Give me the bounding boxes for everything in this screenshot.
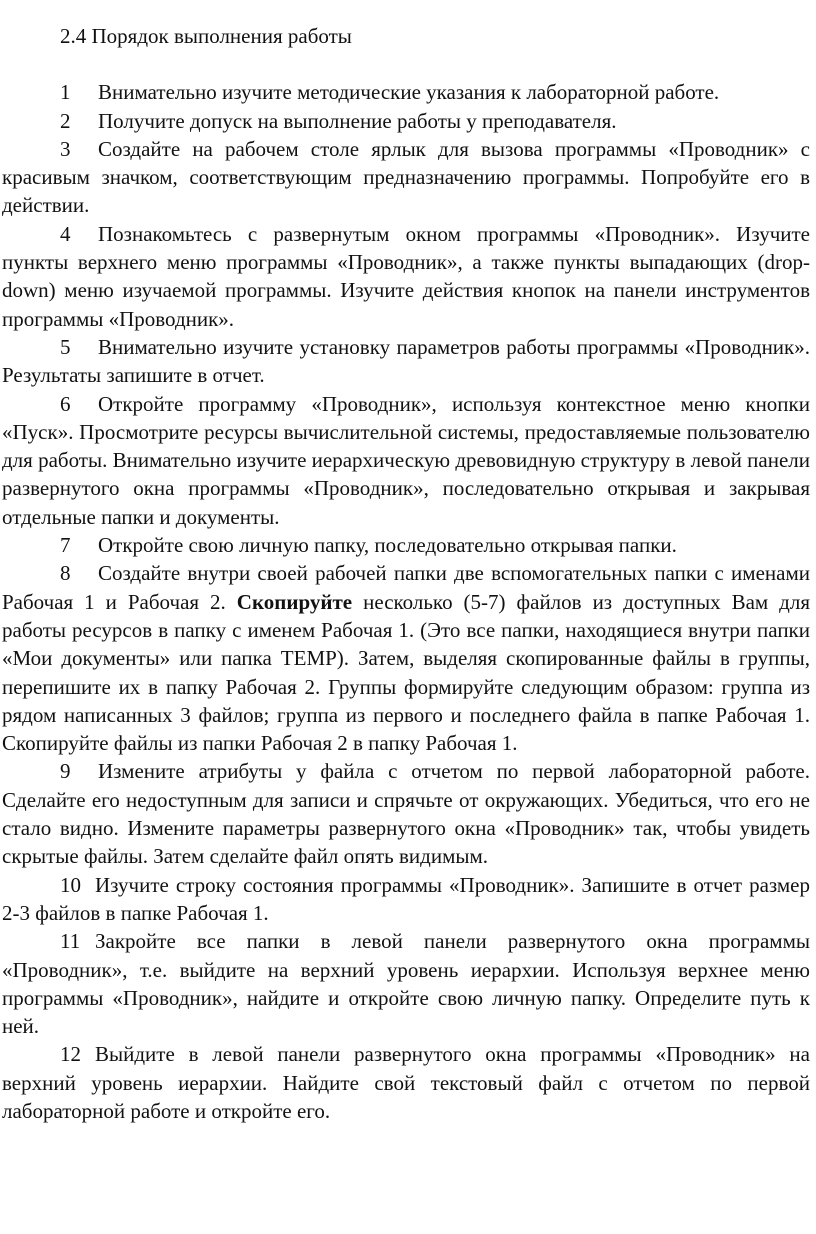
- list-item: [2, 559, 810, 757]
- item-number: 9: [60, 759, 71, 784]
- list-item: [2, 78, 810, 106]
- item-text: Закройте все папки в левой панели развернутого окна программы «Проводник», т.е. выйдите на верхний уровень иерархии. Используя верхнее меню программы «Проводник», найдите и откройте свою личную папку. Определите путь к ней.: [2, 929, 810, 1039]
- item-text: Внимательно изучите установку параметров работы программы «Проводник». Результаты запишите в отчет.: [2, 334, 810, 388]
- item-text: Изучите строку состояния программы «Проводник». Запишите в отчет размер 2-3 файлов в папке Рабочая 1.: [2, 872, 810, 925]
- item-text: Измените атрибуты у файла с отчетом по первой лабораторной работе. Сделайте его недоступным для записи и спрячьте от окружающих. Убедиться, что его не стало видно. Измените параметры развернутого окна «Проводник» так, чтобы увидеть скрытые файлы. Затем сделайте файл опять видимым.: [2, 759, 810, 869]
- item-number: 5: [60, 334, 71, 359]
- list-item: [2, 757, 810, 870]
- list-item: [2, 333, 810, 390]
- list-item: [2, 531, 810, 559]
- item-number: 7: [60, 533, 71, 558]
- item-number: 8: [60, 561, 71, 586]
- list-item: [2, 135, 810, 220]
- item-text: Внимательно изучите методические указания к лабораторной работе.: [98, 80, 720, 105]
- item-number: 12: [60, 1042, 81, 1067]
- item-number: 1: [60, 80, 71, 105]
- list-item: [2, 927, 810, 1040]
- item-text: Откройте программу «Проводник», используя контекстное меню кнопки «Пуск». Просмотрите ресурсы вычислительной системы, предоставляемые пользователю для работы. Внимательно изучите иерархическую древовидную структуру в левой панели развернутого окна программы «Проводник», последовательно открывая и закрывая отдельные папки и документы.: [2, 391, 810, 529]
- list-item: [2, 220, 810, 333]
- item-text: Откройте свою личную папку, последовательно открывая папки.: [98, 533, 677, 558]
- item-text: Создайте внутри своей рабочей папки две вспомогательных папки с именами Рабочая 1 и Рабочая 2.: [2, 561, 810, 614]
- list-item: [2, 390, 810, 531]
- item-number: 3: [60, 136, 71, 161]
- item-text: несколько (5-7) файлов из доступных Вам для работы ресурсов в папку с именем Рабочая 1. (Это все папки, находящиеся внутри папки «Мои документы» или папка ТЕМР). Затем, выделяя скопированные файлы в группы, перепишите их в папку Рабочая 2. Группы формируйте следующим образом: группа из рядом написанных 3 файлов; группа из первого и последнего файла в папке Рабочая 1. Скопируйте файлы из папки Рабочая 2 в папку Рабочая 1.: [2, 589, 811, 756]
- item-text-bold: Скопируйте: [236, 589, 353, 614]
- list-item: [2, 1040, 810, 1125]
- item-text: Получите допуск на выполнение работы у преподавателя.: [98, 108, 617, 133]
- list-item: [2, 107, 810, 135]
- item-number: 11: [60, 929, 81, 954]
- item-number: 6: [60, 391, 71, 416]
- list-item: [2, 871, 810, 928]
- section-heading: 2.4 Порядок выполнения работы: [60, 24, 352, 48]
- item-number: 2: [60, 108, 71, 133]
- item-text: Создайте на рабочем столе ярлык для вызова программы «Проводник» с красивым значком, соответствующим предназначению программы. Попробуйте его в действии.: [2, 136, 810, 218]
- item-number: 10: [60, 872, 81, 897]
- item-text: Познакомьтесь с развернутым окном программы «Проводник». Изучите пункты верхнего меню программы «Проводник», а также пункты выпадающих (drop-down) меню изучаемой программы. Изучите действия кнопок на панели инструментов программы «Проводник».: [2, 221, 810, 331]
- item-text: Выйдите в левой панели развернутого окна программы «Проводник» на верхний уровень иерархии. Найдите свой текстовый файл с отчетом по первой лабораторной работе и откройте его.: [2, 1042, 810, 1123]
- item-number: 4: [60, 221, 71, 246]
